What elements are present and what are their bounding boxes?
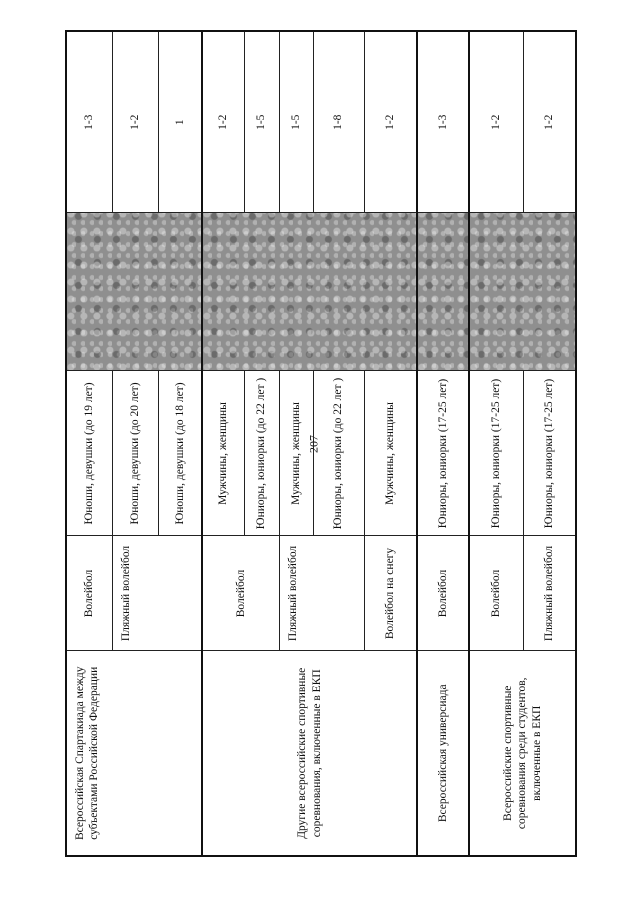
- age-group-cell: Мужчины, женщины: [202, 371, 244, 536]
- places-cell: 1-2: [523, 31, 576, 213]
- event-cell: Всероссийская универсиада: [417, 651, 469, 856]
- page-number-text: 207: [306, 435, 321, 453]
- places-cell: 1-2: [364, 31, 417, 213]
- age-group-cell: Юниоры, юниорки (до 22 лет ): [313, 371, 364, 536]
- sport-cell: Волейбол: [417, 536, 469, 651]
- table-row: [202, 31, 244, 856]
- age-group-cell: Юниоры, юниорки (17-25 лет): [523, 371, 576, 536]
- sport-cell: Волейбол: [469, 536, 523, 651]
- age-group-cell: Юниоры, юниорки (17-25 лет): [417, 371, 469, 536]
- sport-cell: Волейбол: [66, 536, 112, 651]
- requirements-table-wrapper: [65, 32, 575, 857]
- sport-cell: Волейбол на снегу: [364, 536, 417, 651]
- places-cell: 1-5: [279, 31, 313, 213]
- sport-cell: Пляжный волейбол: [523, 536, 576, 651]
- age-group-cell: Юноши, девушки (до 18 лет): [158, 371, 202, 536]
- places-cell: 1-2: [469, 31, 523, 213]
- places-cell: 1-3: [417, 31, 469, 213]
- age-group-cell: Мужчины, женщины: [279, 371, 313, 536]
- places-cell: 1-5: [244, 31, 279, 213]
- table-row: [469, 31, 523, 856]
- event-cell: Другие всероссийские спортивные соревнования, включенные в ЕКП: [202, 651, 417, 856]
- shaded-cell: [66, 213, 202, 371]
- age-group-cell: Юноши, девушки (до 19 лет): [66, 371, 112, 536]
- event-cell: Всероссийская Спартакиада между субъектами Российской Федерации: [66, 651, 202, 856]
- age-group-cell: Мужчины, женщины: [364, 371, 417, 536]
- table-row: [66, 31, 112, 856]
- requirements-table: [65, 30, 577, 857]
- event-cell: Всероссийские спортивные соревнования среди студентов, включенные в ЕКП: [469, 651, 576, 856]
- table-row: [417, 31, 469, 856]
- places-cell: 1-3: [66, 31, 112, 213]
- sport-cell: Пляжный волейбол: [112, 536, 202, 651]
- shaded-cell: [202, 213, 417, 371]
- sport-cell: Пляжный волейбол: [279, 536, 364, 651]
- age-group-cell: Юниоры, юниорки (17-25 лет): [469, 371, 523, 536]
- age-group-cell: Юноши, девушки (до 20 лет): [112, 371, 158, 536]
- places-cell: 1-2: [112, 31, 158, 213]
- places-cell: 1-2: [202, 31, 244, 213]
- shaded-cell: [417, 213, 469, 371]
- places-cell: 1: [158, 31, 202, 213]
- age-group-cell: Юниоры, юниорки (до 22 лет ): [244, 371, 279, 536]
- shaded-cell: [469, 213, 576, 371]
- places-cell: 1-8: [313, 31, 364, 213]
- sport-cell: Волейбол: [202, 536, 279, 651]
